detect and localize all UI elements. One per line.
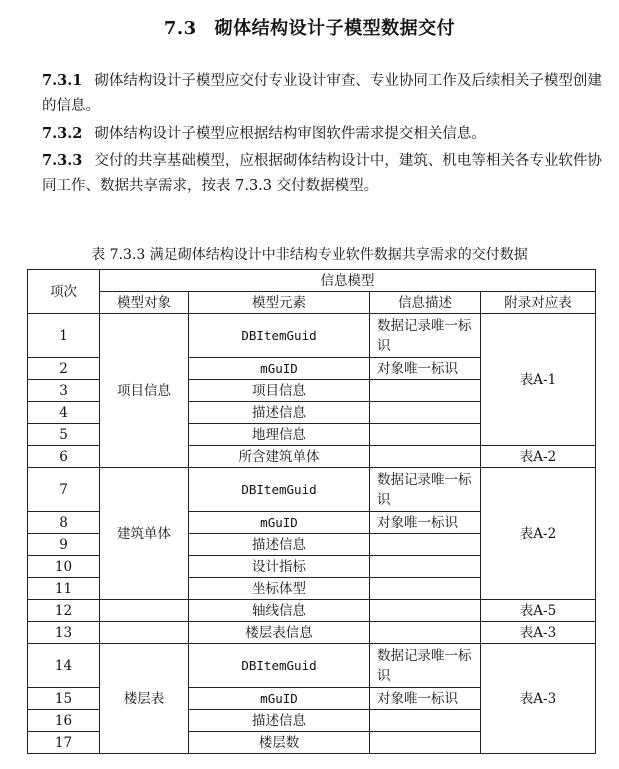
paragraph-7-3-1 bbox=[42, 68, 602, 119]
table-row bbox=[28, 468, 596, 512]
model-element: DBItemGuid bbox=[189, 644, 370, 688]
info-description bbox=[370, 710, 481, 732]
model-element: 设计指标 bbox=[189, 556, 370, 578]
model-element: 坐标体型 bbox=[189, 578, 370, 600]
row-number: 10 bbox=[28, 556, 100, 578]
model-element: DBItemGuid bbox=[189, 468, 370, 512]
table-row bbox=[28, 600, 596, 622]
paragraph-number: 7.3.3 bbox=[42, 152, 83, 169]
paragraph-text: 砌体结构设计子模型应交付专业设计审查、专业协同工作及后续相关子模型创建的信息。 bbox=[42, 73, 602, 114]
info-description: 对象唯一标识 bbox=[370, 358, 481, 380]
row-number: 13 bbox=[28, 622, 100, 644]
model-element: 描述信息 bbox=[189, 534, 370, 556]
paragraph-7-3-3 bbox=[42, 148, 602, 199]
appendix-ref: 表A-2 bbox=[481, 446, 596, 468]
appendix-ref: 表A-2 bbox=[481, 468, 596, 600]
appendix-ref: 表A-1 bbox=[481, 314, 596, 446]
model-element: DBItemGuid bbox=[189, 314, 370, 358]
info-description: 数据记录唯一标识 bbox=[370, 468, 481, 512]
row-number: 7 bbox=[28, 468, 100, 512]
data-table bbox=[27, 269, 596, 754]
info-description bbox=[370, 402, 481, 424]
header-item: 项次 bbox=[28, 270, 100, 314]
model-object: 建筑单体 bbox=[100, 468, 189, 600]
model-element: mGuID bbox=[189, 358, 370, 380]
row-number: 4 bbox=[28, 402, 100, 424]
info-description bbox=[370, 446, 481, 468]
model-element: 项目信息 bbox=[189, 380, 370, 402]
info-description: 数据记录唯一标识 bbox=[370, 644, 481, 688]
row-number: 11 bbox=[28, 578, 100, 600]
model-element: 楼层表信息 bbox=[189, 622, 370, 644]
info-description bbox=[370, 622, 481, 644]
info-description bbox=[370, 732, 481, 754]
model-element: mGuID bbox=[189, 512, 370, 534]
row-number: 8 bbox=[28, 512, 100, 534]
paragraph-text: 交付的共享基础模型，应根据砌体结构设计中，建筑、机电等相关各专业软件协同工作、数据共享需求，按表 7.3.3 交付数据模型。 bbox=[42, 153, 602, 194]
appendix-ref: 表A-3 bbox=[481, 644, 596, 754]
model-object: 楼层表 bbox=[100, 644, 189, 754]
paragraph-7-3-2 bbox=[42, 121, 602, 147]
row-number: 5 bbox=[28, 424, 100, 446]
row-number: 2 bbox=[28, 358, 100, 380]
section-title: 砌体结构设计子模型数据交付 bbox=[214, 18, 456, 39]
row-number: 15 bbox=[28, 688, 100, 710]
appendix-ref: 表A-5 bbox=[481, 600, 596, 622]
row-number: 1 bbox=[28, 314, 100, 358]
header-appendix: 附录对应表 bbox=[481, 292, 596, 314]
info-description bbox=[370, 600, 481, 622]
table-row bbox=[28, 622, 596, 644]
model-element: 描述信息 bbox=[189, 402, 370, 424]
model-element: 轴线信息 bbox=[189, 600, 370, 622]
info-description bbox=[370, 578, 481, 600]
appendix-ref: 表A-3 bbox=[481, 622, 596, 644]
paragraph-number: 7.3.1 bbox=[42, 72, 83, 89]
row-number: 3 bbox=[28, 380, 100, 402]
model-object: 项目信息 bbox=[100, 314, 189, 468]
model-element: 地理信息 bbox=[189, 424, 370, 446]
model-element: 所含建筑单体 bbox=[189, 446, 370, 468]
row-number: 12 bbox=[28, 600, 100, 622]
section-number: 7.3 bbox=[163, 18, 197, 39]
model-element: mGuID bbox=[189, 688, 370, 710]
info-description bbox=[370, 534, 481, 556]
info-description bbox=[370, 424, 481, 446]
row-number: 16 bbox=[28, 710, 100, 732]
info-description bbox=[370, 556, 481, 578]
info-description bbox=[370, 380, 481, 402]
section-heading bbox=[0, 14, 619, 40]
table-caption: 表 7.3.3 满足砌体结构设计中非结构专业软件数据共享需求的交付数据 bbox=[91, 247, 528, 263]
info-description: 对象唯一标识 bbox=[370, 512, 481, 534]
row-number: 6 bbox=[28, 446, 100, 468]
paragraph-text: 砌体结构设计子模型应根据结构审图软件需求提交相关信息。 bbox=[94, 126, 486, 142]
header-object: 模型对象 bbox=[100, 292, 189, 314]
table-row bbox=[28, 644, 596, 688]
model-object bbox=[100, 600, 189, 622]
paragraph-number: 7.3.2 bbox=[42, 125, 83, 142]
info-description: 对象唯一标识 bbox=[370, 688, 481, 710]
info-description: 数据记录唯一标识 bbox=[370, 314, 481, 358]
table-row bbox=[28, 314, 596, 358]
model-element: 描述信息 bbox=[189, 710, 370, 732]
header-element: 模型元素 bbox=[189, 292, 370, 314]
model-object bbox=[100, 622, 189, 644]
row-number: 9 bbox=[28, 534, 100, 556]
header-info-model: 信息模型 bbox=[100, 270, 596, 292]
model-element: 楼层数 bbox=[189, 732, 370, 754]
row-number: 17 bbox=[28, 732, 100, 754]
header-description: 信息描述 bbox=[370, 292, 481, 314]
row-number: 14 bbox=[28, 644, 100, 688]
